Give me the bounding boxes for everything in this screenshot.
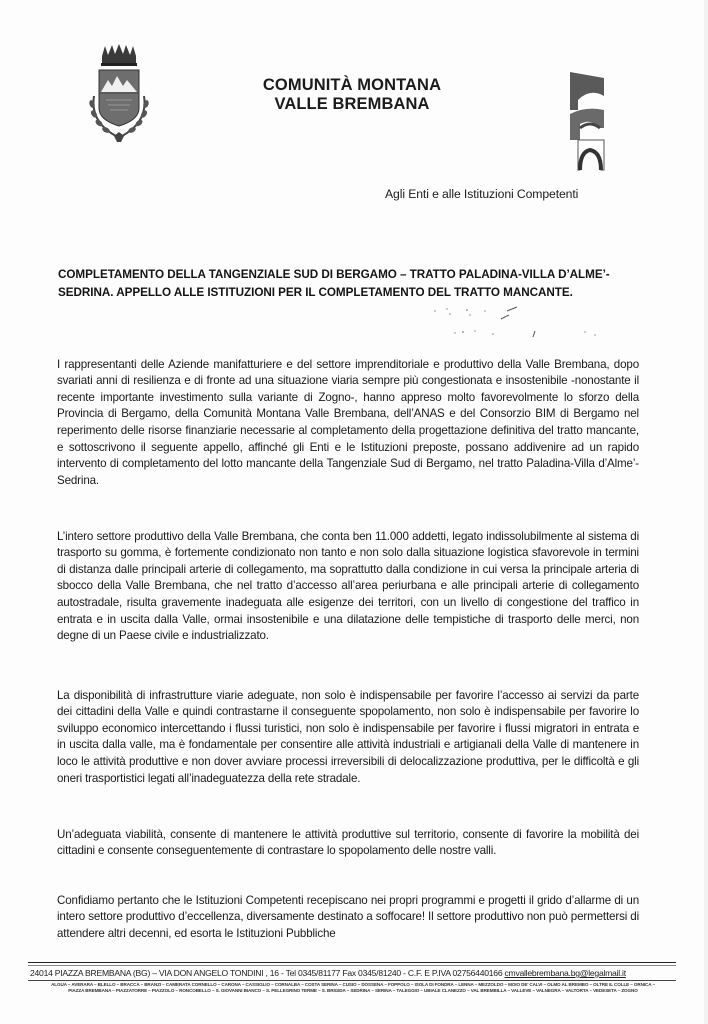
arches-logo-icon [568,70,606,172]
paragraph-3: La disponibilità di infrastrutture viarie adeguate, non solo è indispensabile per favorire l’accesso ai servizi da parte dei cittadini della Valle e quindi contrastarne il conseguente spopolamento, non solo è indispensabile per favorire lo sviluppo economico intercettando i flussi turistici, non solo è indispensabile per favorire i flussi migratori in entrata e in uscita dalla valle, ma è fondamentale per consentire alle attività industriali e artigianali della Valle di mantenere in loco le attività produttive e non dover avviare processi irreversibili di delocalizzazione produttiva, per le difficoltà e gli oneri trasportistici legati all’inadeguatezza della rete stradale. [57,688,639,785]
paragraph-1: I rappresentanti delle Aziende manifatturiere e del settore imprenditoriale e produttivo della Valle Brembana, dopo svariati anni di resilienza e di fronte ad una situazione viaria sempre più congestionata e insostenibile -nonostante il recente importante investimento sulla variante di Zogno-, hanno appreso molto favorevolmente lo sforzo della Provincia di Bergamo, della Comunità Montana Valle Brembana, dell’ANAS e del Consorzio BIM di Bergamo nel reperimento delle risorse finanziarie necessarie al completamento della progettazione definitiva del tratto mancante, e sottoscrivono il seguente appello, affinché gli Enti e le Istituzioni preposte, possano addivenire ad un rapido intervento di completamento del lotto mancante della Tangenziale Sud di Bergamo, nel tratto Paladina-Villa d’Alme’-Sedrina. [57,357,639,487]
coat-of-arms-icon [86,44,152,148]
title-line-2: VALLE BREMBANA [274,95,430,113]
title-line-1: COMUNITÀ MONTANA [262,76,442,94]
footer-divider [28,962,676,963]
towns-line-2: PIAZZA BREMBANA – PIAZZATORRE – PIAZZOLO – RONCOBELLO – S. GIOVANNI BIANCO – S. PELLEGRINO TERME – S. BRIGIDA – SEDRINA – SERINA – TALEGGIO – UBIALE CLANEZZO – VAL BREMBILLA – VALLEVE – VALNEGRA – VALTORTA – VEDESETA – ZOGNO [68,988,638,993]
towns-line-1: ALGUA – AVERARA – BLELLO – BRACCA – BRANZI – CAMERATA CORNELLO – CARONA – CASSIGLIO – CORNALBA – COSTA SERINA – CUSIO – DOSSENA – FOPPOLO – ISOLA DI FONDRA – LENNA – MEZZOLDO – MOIO DE’ CALVI – OLMO AL BREMBO – OLTRE IL COLLE – ORNICA – [51,982,655,987]
paragraph-5: Confidiamo pertanto che le Istituzioni Competenti recepiscano nei propri programmi e progetti il grido d’allarme di un intero settore produttivo d’eccellenza, diversamente destinato a soffocare! Il settore produttivo non può permettersi di attendere altri decenni, ed esorta le Istituzioni Pubbliche [57,893,639,940]
paragraph-4: Un’adeguata viabilità, consente di mantenere le attività produttive sul territorio, consente di favorire la mobilità dei cittadini e consente conseguentemente di contrastare lo spopolamento delle nostre valli. [57,827,639,858]
recipient-line: Agli Enti e alle Istituzioni Competenti [385,187,579,201]
footer-contact-info: 24014 PIAZZA BREMBANA (BG) – VIA DON ANGELO TONDINI , 16 - Tel 0345/81177 Fax 0345/81240 - C.F. E P.IVA 02756440166 [30,968,503,978]
paragraph-2: L’intero settore produttivo della Valle Brembana, che conta ben 11.000 addetti, legato indissolubilmente al sistema di trasporto su gomma, è fortemente condizionato non tanto e non solo dalla situazione logistica sfavorevole in termini di distanza dalle principali arterie di collegamento, ma soprattutto dalla condizione in cui versa la principale arteria di sbocco della Valle Brembana, che nel tratto d’accesso all’area periurbana e alle principali arterie di collegamento autostradale, risulta gravemente inadeguata alle esigenze dei territori, con un livello di congestione del traffico in entrata e in uscita dalla Valle, ormai insostenibile e una dilatazione delle tempistiche di trasporto delle merci, non degne di un Paese civile e industrializzato. [57,529,639,643]
footer-divider-secondary [28,965,676,966]
subject-heading [58,266,628,302]
scan-artifact [395,305,605,345]
footer-member-towns [30,982,676,994]
subject-line-1: COMPLETAMENTO DELLA TANGENZIALE SUD DI BERGAMO – TRATTO PALADINA-VILLA D’ALME’- [58,268,610,281]
footer-email-link[interactable]: cmvallebrembana.bg@legalmail.it [504,968,626,978]
footer-divider-bottom [28,980,676,981]
organization-title [252,76,452,114]
scan-edge [704,0,708,1024]
subject-line-2: SEDRINA. APPELLO ALLE ISTITUZIONI PER IL COMPLETAMENTO DEL TRATTO MANCANTE. [58,286,573,299]
footer-address [30,968,676,978]
